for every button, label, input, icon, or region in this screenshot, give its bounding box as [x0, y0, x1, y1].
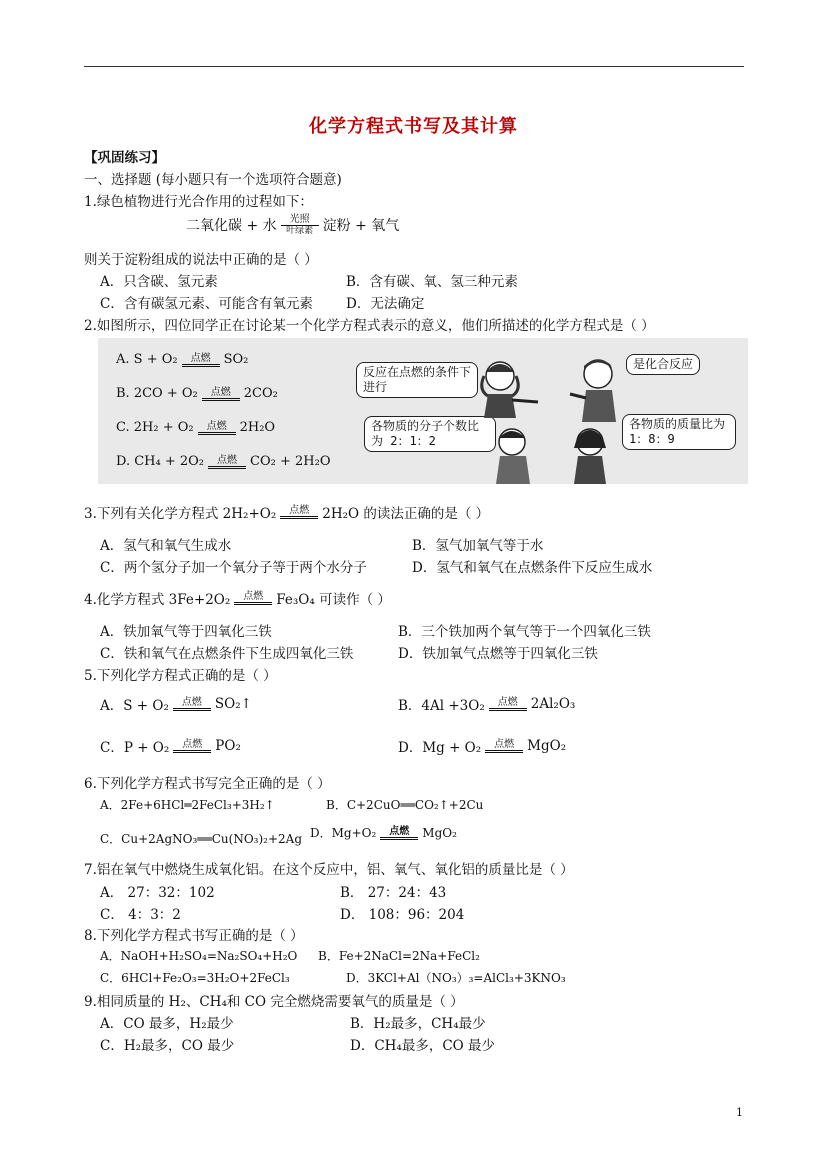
q5-d-left: D．Mg + O₂	[398, 740, 482, 756]
fig-eq-b-right: 2CO₂	[243, 386, 278, 401]
q5-b-left: B．4Al +3O₂	[398, 698, 485, 714]
q1-option-c[interactable]: C．含有碳氢元素、可能含有氧元素	[100, 296, 313, 312]
equals-sign	[380, 837, 418, 840]
girl-student-icon	[470, 356, 540, 418]
fig-eq-c	[116, 420, 275, 435]
equals-sign	[198, 432, 236, 435]
q1-ask: 则关于淀粉组成的说法中正确的是（ ）	[84, 252, 318, 268]
q3-option-b[interactable]: B．氢气加氧气等于水	[412, 538, 544, 554]
equals-sign	[173, 750, 211, 753]
q1-stem: 1.绿色植物进行光合作用的过程如下：	[84, 194, 313, 210]
fig-eq-c-cond	[198, 421, 236, 435]
speech-bubble-2: 是化合反应	[626, 354, 700, 375]
section-heading: 【巩固练习】	[84, 150, 165, 166]
q6-option-b[interactable]: B．C+2CuO══CO₂↑+2Cu	[326, 798, 484, 812]
equals-sign	[485, 750, 523, 753]
q5-d-right: MgO₂	[527, 738, 567, 754]
fig-cond-label: 点燃	[190, 352, 211, 364]
equals-sign	[234, 602, 272, 605]
speech-bubble-4: 各物质的质量比为 1：8：9	[622, 414, 736, 450]
q8-stem: 8.下列化学方程式书写正确的是（ ）	[84, 928, 304, 944]
page-title: 化学方程式书写及其计算	[309, 116, 518, 137]
fig-eq-d	[116, 454, 330, 469]
fig-eq-d-right: CO₂ + 2H₂O	[250, 454, 331, 469]
fig-cond-label: 点燃	[217, 454, 238, 466]
fig-eq-a-left: A. S + O₂	[116, 352, 178, 367]
q1-eq-right: 淀粉 + 氧气	[322, 218, 400, 234]
arrow-icon	[281, 225, 319, 226]
q9-stem: 9.相同质量的 H₂、CH₄和 CO 完全燃烧需要氧气的质量是（ ）	[84, 994, 464, 1010]
q6-d-left: D．Mg+O₂	[310, 826, 377, 840]
q4-stem-a: 4.化学方程式 3Fe+2O₂	[84, 592, 231, 608]
fig-eq-d-left: D. CH₄ + 2O₂	[116, 454, 205, 469]
girl-student-2-icon	[562, 424, 616, 484]
q1-eq-bottom: 叶绿素	[286, 226, 314, 236]
fig-eq-c-right: 2H₂O	[239, 420, 276, 435]
fig-eq-a-right: SO₂	[223, 352, 249, 367]
q1-equation	[186, 214, 399, 236]
q5-a-right: SO₂↑	[214, 696, 252, 712]
fig-eq-c-left: C. 2H₂ + O₂	[116, 420, 194, 435]
q6-cond-label: 点燃	[389, 825, 410, 837]
q5-a-left: A．S + O₂	[100, 698, 169, 714]
q1-option-a[interactable]: A．只含碳、氢元素	[100, 274, 218, 290]
fig-eq-b	[116, 386, 278, 401]
fig-eq-b-cond	[202, 387, 240, 401]
q5-c-cond	[173, 739, 211, 753]
q4-stem	[84, 588, 391, 608]
q1-eq-condition	[281, 214, 319, 236]
equals-sign	[208, 466, 246, 469]
q2-figure	[98, 338, 748, 484]
q5-option-d[interactable]	[398, 736, 566, 756]
q1-eq-left: 二氧化碳 + 水	[186, 218, 277, 234]
fig-eq-b-left: B. 2CO + O₂	[116, 386, 198, 401]
q5-cond-label: 点燃	[497, 697, 518, 708]
q3-option-a[interactable]: A．氢气和氧气生成水	[100, 538, 232, 554]
q5-cond-label: 点燃	[182, 739, 203, 750]
q1-option-d[interactable]: D．无法确定	[346, 296, 425, 312]
q7-option-a[interactable]: A． 27：32：102	[100, 885, 215, 901]
q3-condition	[280, 505, 318, 519]
q1-option-b[interactable]: B．含有碳、氧、氢三种元素	[346, 274, 518, 290]
q9-option-b[interactable]: B．H₂最多，CH₄最少	[350, 1016, 486, 1032]
q8-option-c[interactable]: C．6HCl+Fe₂O₃=3H₂O+2FeCl₃	[100, 971, 290, 985]
q4-option-a[interactable]: A．铁加氧气等于四氧化三铁	[100, 624, 272, 640]
q3-option-c[interactable]: C．两个氢分子加一个氧分子等于两个水分子	[100, 560, 367, 576]
speech-bubble-3: 各物质的分子个数比为 2：1：2	[364, 416, 496, 452]
q9-option-d[interactable]: D．CH₄最多，CO 最少	[350, 1038, 496, 1054]
q6-stem: 6.下列化学方程式书写完全正确的是（ ）	[84, 776, 331, 792]
q6-d-right: MgO₂	[422, 825, 457, 840]
q8-option-d[interactable]: D．3KCl+Al（NO₃）₃=AlCl₃+3KNO₃	[346, 971, 566, 985]
q5-cond-label: 点燃	[181, 697, 202, 708]
boy-student-2-icon	[488, 424, 538, 484]
equals-sign	[182, 364, 220, 367]
q5-option-c[interactable]	[100, 736, 241, 756]
q5-b-cond	[489, 697, 527, 711]
q5-c-right: PO₂	[215, 738, 241, 754]
q5-d-cond	[485, 739, 523, 753]
q8-option-b[interactable]: B．Fe+2NaCl=2Na+FeCl₂	[318, 949, 480, 963]
q6-option-c[interactable]: C．Cu+2AgNO₃══Cu(NO₃)₂+2Ag	[100, 832, 302, 846]
q1-eq-top: 光照	[289, 214, 310, 225]
equals-sign	[173, 708, 211, 711]
fig-eq-d-cond	[208, 455, 246, 469]
equals-sign	[202, 398, 240, 401]
q4-option-b[interactable]: B．三个铁加两个氧气等于一个四氧化三铁	[398, 624, 651, 640]
q7-option-d[interactable]: D． 108：96：204	[340, 907, 465, 923]
fig-eq-a-cond	[182, 353, 220, 367]
q6-option-d[interactable]	[310, 824, 457, 841]
part-heading: 一、选择题 (每小题只有一个选项符合题意)	[84, 172, 342, 188]
q7-option-b[interactable]: B． 27：24：43	[340, 885, 447, 901]
q4-condition	[234, 591, 272, 605]
q7-option-c[interactable]: C． 4：3：2	[100, 907, 181, 923]
q5-b-right: 2Al₂O₃	[530, 696, 576, 712]
fig-eq-a	[116, 352, 248, 367]
q4-option-d[interactable]: D．铁加氧气点燃等于四氧化三铁	[398, 646, 598, 662]
q5-c-left: C．P + O₂	[100, 740, 170, 756]
q3-stem-a: 3.下列有关化学方程式 2H₂+O₂	[84, 506, 277, 522]
q3-stem-b: 2H₂O 的读法正确的是（ ）	[322, 506, 490, 522]
q3-stem	[84, 502, 489, 522]
q6-option-a[interactable]: A．2Fe+6HCl═2FeCl₃+3H₂↑	[100, 798, 275, 812]
page-number: 1	[736, 1106, 743, 1119]
boy-student-icon	[566, 354, 624, 422]
q5-option-a[interactable]	[100, 694, 252, 714]
q3-option-d[interactable]: D．氢气和氧气在点燃条件下反应生成水	[412, 560, 653, 576]
fig-cond-label: 点燃	[206, 420, 227, 432]
q8-option-a[interactable]: A．NaOH+H₂SO₄=Na₂SO₄+H₂O	[100, 949, 298, 963]
q2-stem: 2.如图所示，四位同学正在讨论某一个化学方程式表示的意义，他们所描述的化学方程式是（ ）	[84, 318, 655, 334]
equals-sign	[280, 516, 318, 519]
q9-option-c[interactable]: C．H₂最多，CO 最少	[100, 1038, 235, 1054]
q5-option-b[interactable]	[398, 694, 575, 714]
q5-stem: 5.下列化学方程式正确的是（ ）	[84, 668, 277, 684]
q7-stem: 7.铝在氧气中燃烧生成氧化铝。在这个反应中，铝、氧气、氧化铝的质量比是（ ）	[84, 862, 574, 878]
q4-cond-label: 点燃	[243, 591, 264, 602]
q9-option-a[interactable]: A．CO 最多，H₂最少	[100, 1016, 234, 1032]
equals-sign	[489, 708, 527, 711]
q4-option-c[interactable]: C．铁和氧气在点燃条件下生成四氧化三铁	[100, 646, 354, 662]
q4-stem-b: Fe₃O₄ 可读作（ ）	[276, 592, 391, 608]
header-rule	[84, 66, 744, 67]
fig-cond-label: 点燃	[210, 386, 231, 398]
q5-a-cond	[173, 697, 211, 711]
q6-d-cond	[380, 826, 418, 840]
q3-cond-label: 点燃	[289, 505, 310, 516]
q5-cond-label: 点燃	[494, 739, 515, 750]
speech-bubble-1: 反应在点燃的条件下进行	[356, 362, 478, 398]
